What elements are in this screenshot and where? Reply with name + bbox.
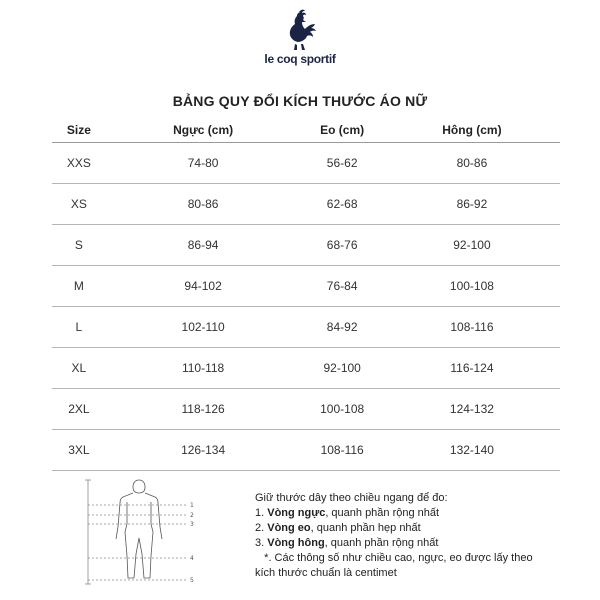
size-cell: 3XL — [68, 443, 90, 457]
chest-cell: 80-86 — [187, 197, 219, 211]
waist-cell: 92-100 — [323, 361, 361, 375]
marker-label: 2 — [190, 512, 194, 519]
table-row — [52, 225, 560, 266]
size-cell: XXS — [66, 156, 91, 170]
chest-cell: 118-126 — [181, 402, 225, 416]
header-hip: Hông (cm) — [442, 123, 502, 137]
hip-cell: 92-100 — [453, 238, 491, 252]
size-cell: XL — [71, 361, 87, 375]
note-item: 2. Vòng eo, quanh phần hẹp nhất — [255, 522, 421, 534]
table-row — [52, 348, 560, 389]
body-outline-icon — [82, 472, 212, 590]
hip-cell: 86-92 — [456, 197, 488, 211]
chest-cell: 102-110 — [181, 320, 225, 334]
brand-logo — [0, 8, 600, 66]
size-cell: 2XL — [68, 402, 90, 416]
waist-cell: 84-92 — [326, 320, 358, 334]
hip-cell: 80-86 — [456, 156, 488, 170]
rooster-icon — [277, 8, 323, 52]
measurement-notes — [255, 491, 585, 581]
table-row — [52, 307, 560, 348]
chest-cell: 74-80 — [187, 156, 219, 170]
waist-cell: 56-62 — [326, 156, 358, 170]
chest-cell: 86-94 — [187, 238, 219, 252]
notes-footnote: kích thước chuẩn là centimet — [255, 567, 397, 579]
header-chest: Ngực (cm) — [173, 123, 234, 137]
brand-name: le coq sportif — [264, 52, 336, 66]
marker-label: 1 — [190, 502, 194, 509]
hip-cell: 132-140 — [449, 443, 494, 457]
hip-cell: 108-116 — [450, 320, 494, 334]
size-table — [52, 118, 560, 471]
table-row — [52, 184, 560, 225]
waist-cell: 62-68 — [326, 197, 358, 211]
notes-footnote: *. Các thông số như chiều cao, ngực, eo được lấy theo — [255, 552, 533, 564]
chest-cell: 94-102 — [184, 279, 222, 293]
note-item: 3. Vòng hông, quanh phần rộng nhất — [255, 537, 439, 549]
size-cell: M — [73, 279, 84, 293]
chest-cell: 110-118 — [181, 361, 225, 375]
body-measurement-figure — [82, 472, 212, 590]
size-cell: XS — [70, 197, 87, 211]
marker-label: 5 — [190, 577, 194, 584]
waist-cell: 76-84 — [326, 279, 358, 293]
table-header-row — [52, 118, 560, 143]
table-row — [52, 266, 560, 307]
size-cell: S — [74, 238, 83, 252]
hip-cell: 124-132 — [449, 402, 494, 416]
header-size: Size — [66, 123, 91, 137]
hip-cell: 116-124 — [450, 361, 494, 375]
chest-cell: 126-134 — [181, 443, 226, 457]
table-row — [52, 430, 560, 471]
table-row — [52, 143, 560, 184]
page-title: BẢNG QUY ĐỔI KÍCH THƯỚC ÁO NỮ — [172, 93, 428, 109]
waist-cell: 108-116 — [320, 443, 364, 457]
hip-cell: 100-108 — [449, 279, 494, 293]
header-waist: Eo (cm) — [320, 123, 365, 137]
notes-intro: Giữ thước dây theo chiều ngang để đo: — [255, 492, 448, 504]
marker-label: 3 — [190, 521, 194, 528]
marker-label: 4 — [190, 555, 194, 562]
table-row — [52, 389, 560, 430]
waist-cell: 68-76 — [326, 238, 358, 252]
note-item: 1. Vòng ngực, quanh phần rộng nhất — [255, 507, 440, 519]
size-cell: L — [75, 320, 83, 334]
waist-cell: 100-108 — [320, 402, 365, 416]
